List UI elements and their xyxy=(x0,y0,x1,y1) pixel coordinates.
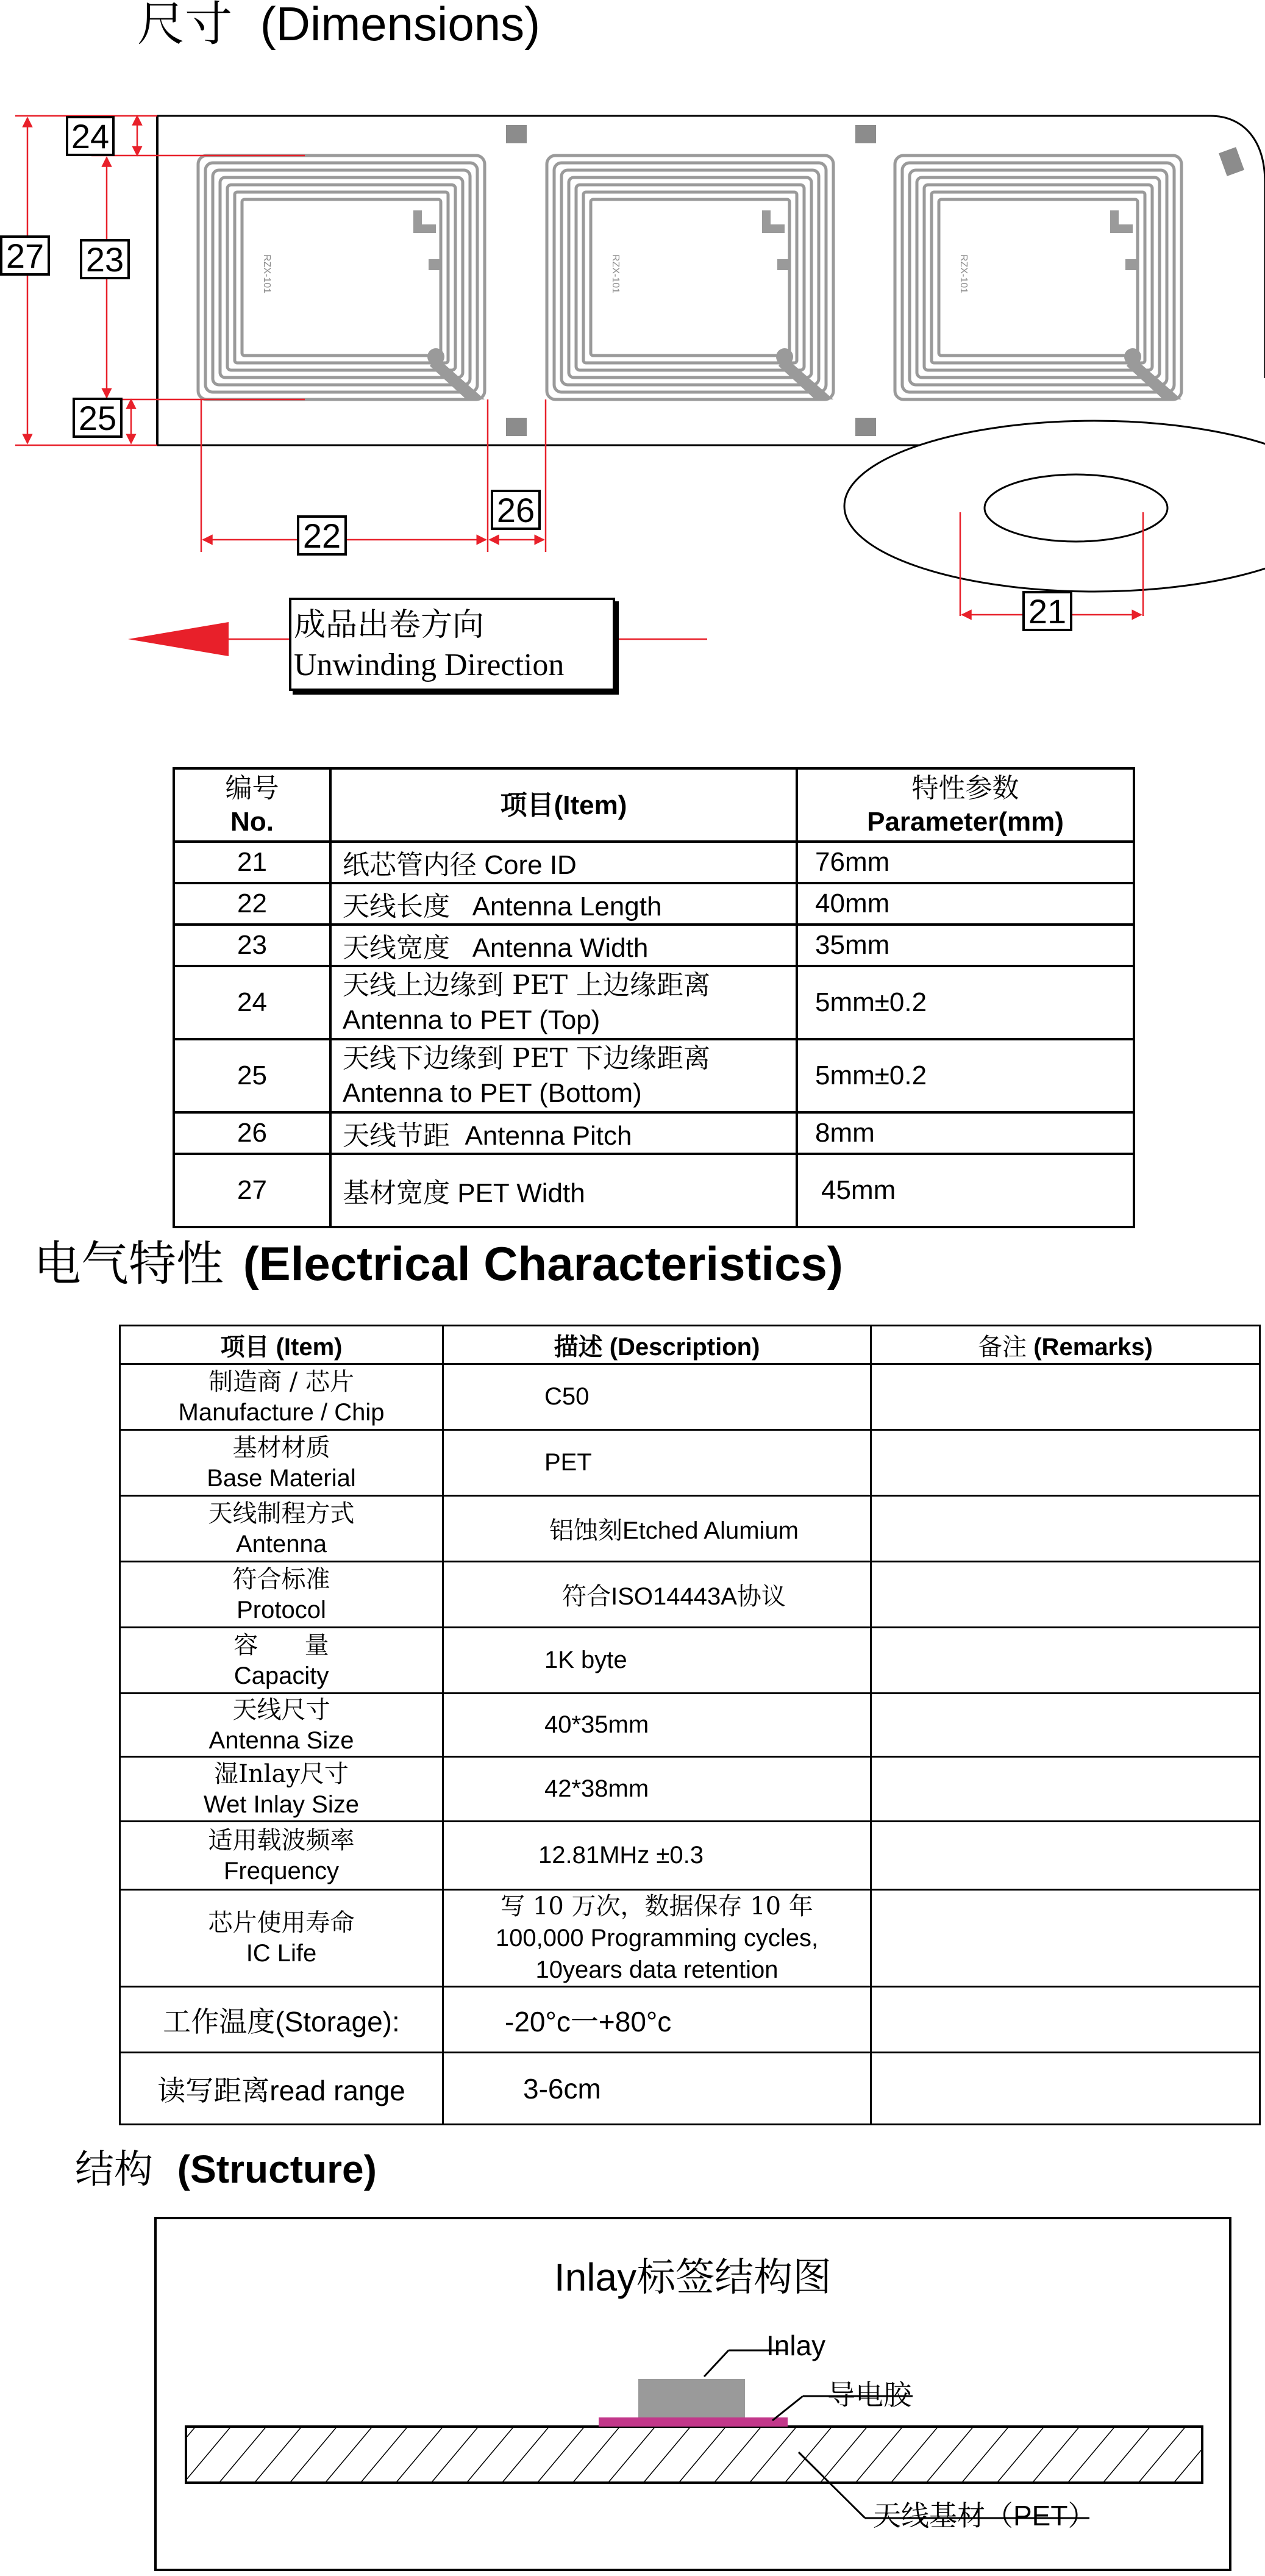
dim-row-value: 5mm±0.2 xyxy=(797,966,1134,1039)
elec-row-item: 基材材质 Base Material xyxy=(120,1430,443,1496)
dim-row-no: 24 xyxy=(174,966,330,1039)
elec-row-item: 容 量 Capacity xyxy=(120,1628,443,1694)
table-row xyxy=(120,1890,1260,1987)
table-row xyxy=(120,2053,1260,2125)
dimension-table xyxy=(173,767,1135,1228)
elec-row-remarks xyxy=(871,1628,1260,1694)
elec-row-remarks xyxy=(871,1822,1260,1890)
dim-row-item: 天线宽度 Antenna Width xyxy=(330,925,797,966)
elec-row-desc: 1K byte xyxy=(443,1628,871,1694)
elec-row-item: 天线尺寸 Antenna Size xyxy=(120,1694,443,1757)
dim-row-no: 27 xyxy=(174,1154,330,1227)
elec-row-item: 读写距离read range xyxy=(120,2053,443,2125)
structure-heading-en: (Structure) xyxy=(177,2147,377,2191)
label-inlay: Inlay xyxy=(766,2330,826,2361)
dim-row-no: 21 xyxy=(174,842,330,883)
dim-row-item: 基材宽度 PET Width xyxy=(330,1154,797,1227)
elec-row-remarks xyxy=(871,1496,1260,1562)
elec-row-remarks xyxy=(871,1987,1260,2053)
dim-label-21: 21 xyxy=(1022,591,1072,631)
elec-row-remarks xyxy=(871,1562,1260,1628)
chip-text-1: RZX-101 xyxy=(262,254,273,294)
elec-row-desc: 3-6cm xyxy=(443,2053,871,2125)
structure-title: Inlay标签结构图 xyxy=(554,2255,832,2299)
electrical-table xyxy=(119,1325,1261,2125)
elec-header-item: 项目 (Item) xyxy=(120,1326,443,1364)
dim-row-item: 天线节距 Antenna Pitch xyxy=(330,1112,797,1154)
dim-row-value: 5mm±0.2 xyxy=(797,1039,1134,1112)
structure-heading-cn: 结构 xyxy=(75,2147,153,2192)
elec-row-desc: 符合ISO14443A协议 xyxy=(443,1562,871,1628)
table-row xyxy=(120,1822,1260,1890)
table-row xyxy=(120,1562,1260,1628)
table-row xyxy=(120,1496,1260,1562)
table-row xyxy=(120,1430,1260,1496)
dim-header-param: 特性参数 Parameter(mm) xyxy=(797,768,1134,842)
elec-table-header xyxy=(120,1326,1260,1364)
dim-label-25: 25 xyxy=(73,398,123,438)
elec-row-remarks xyxy=(871,1694,1260,1757)
dim-row-item: 天线上边缘到 PET 上边缘距离 Antenna to PET (Top) xyxy=(330,966,797,1039)
dim-row-no: 22 xyxy=(174,883,330,925)
elec-header-desc: 描述 (Description) xyxy=(443,1326,871,1364)
table-row xyxy=(174,1039,1134,1112)
elec-row-remarks xyxy=(871,1757,1260,1822)
elec-row-item: 天线制程方式 Antenna xyxy=(120,1496,443,1562)
table-row xyxy=(174,842,1134,883)
direction-cn: 成品出卷方向 xyxy=(294,607,485,643)
dim-header-no: 编号 No. xyxy=(174,768,330,842)
elec-row-desc: 12.81MHz ±0.3 xyxy=(443,1822,871,1890)
table-row xyxy=(120,1628,1260,1694)
table-row xyxy=(174,1112,1134,1154)
elec-row-item: 工作温度(Storage): xyxy=(120,1987,443,2053)
dim-table-header xyxy=(174,768,1134,842)
elec-row-desc: 写 10 万次，数据保存 10 年 100,000 Programming cycles, 10years data retention xyxy=(443,1890,871,1987)
dim-label-27: 27 xyxy=(0,235,50,276)
table-row xyxy=(120,1364,1260,1430)
chip-text-2: RZX-101 xyxy=(610,254,621,294)
unwinding-direction-box xyxy=(289,598,615,691)
dim-row-value: 45mm xyxy=(797,1154,1134,1227)
table-row xyxy=(174,925,1134,966)
elec-row-item: 符合标准 Protocol xyxy=(120,1562,443,1628)
elec-row-remarks xyxy=(871,1890,1260,1987)
direction-en: Unwinding Direction xyxy=(294,648,565,682)
elec-row-desc: -20°c一+80°c xyxy=(443,1987,871,2053)
dim-row-value: 40mm xyxy=(797,883,1134,925)
elec-row-remarks xyxy=(871,1364,1260,1430)
table-row xyxy=(120,1987,1260,2053)
label-glue: 导电胶 xyxy=(827,2379,911,2411)
dim-label-22: 22 xyxy=(297,515,347,556)
dim-row-value: 76mm xyxy=(797,842,1134,883)
dim-label-26: 26 xyxy=(491,490,541,530)
dimensions-heading-cn: 尺寸 xyxy=(137,0,233,52)
electrical-heading-cn: 电气特性 xyxy=(34,1237,224,1292)
dim-header-item: 项目(Item) xyxy=(330,768,797,842)
label-pet: 天线基材（PET） xyxy=(873,2500,1096,2531)
electrical-heading xyxy=(34,1237,843,1292)
elec-row-desc: 42*38mm xyxy=(443,1757,871,1822)
elec-row-item: 湿Inlay尺寸 Wet Inlay Size xyxy=(120,1757,443,1822)
table-row xyxy=(120,1694,1260,1757)
dimension-drawing xyxy=(0,0,1265,732)
elec-row-remarks xyxy=(871,2053,1260,2125)
elec-header-remarks: 备注 (Remarks) xyxy=(871,1326,1260,1364)
structure-heading xyxy=(75,2147,377,2192)
elec-row-remarks xyxy=(871,1430,1260,1496)
chip-text-3: RZX-101 xyxy=(958,254,969,294)
dim-label-24: 24 xyxy=(66,116,115,156)
table-row xyxy=(174,1154,1134,1227)
elec-row-item: 制造商 / 芯片 Manufacture / Chip xyxy=(120,1364,443,1430)
dim-row-no: 26 xyxy=(174,1112,330,1154)
dim-row-item: 天线下边缘到 PET 下边缘距离 Antenna to PET (Bottom) xyxy=(330,1039,797,1112)
elec-row-desc: 铝蚀刻Etched Alumium xyxy=(443,1496,871,1562)
dim-row-item: 天线长度 Antenna Length xyxy=(330,883,797,925)
elec-row-item: 芯片使用寿命 IC Life xyxy=(120,1890,443,1987)
elec-row-desc: C50 xyxy=(443,1364,871,1430)
elec-row-desc: 40*35mm xyxy=(443,1694,871,1757)
dim-row-value: 35mm xyxy=(797,925,1134,966)
dim-row-no: 23 xyxy=(174,925,330,966)
dim-row-no: 25 xyxy=(174,1039,330,1112)
table-row xyxy=(174,883,1134,925)
electrical-heading-en: (Electrical Characteristics) xyxy=(243,1237,843,1290)
elec-row-item: 适用载波频率 Frequency xyxy=(120,1822,443,1890)
dimensions-heading-en: (Dimensions) xyxy=(260,0,541,51)
dim-label-23: 23 xyxy=(80,239,130,279)
elec-row-desc: PET xyxy=(443,1430,871,1496)
table-row xyxy=(174,966,1134,1039)
structure-diagram-box xyxy=(154,2217,1231,2571)
dim-row-value: 8mm xyxy=(797,1112,1134,1154)
dim-row-item: 纸芯管内径 Core ID xyxy=(330,842,797,883)
table-row xyxy=(120,1757,1260,1822)
